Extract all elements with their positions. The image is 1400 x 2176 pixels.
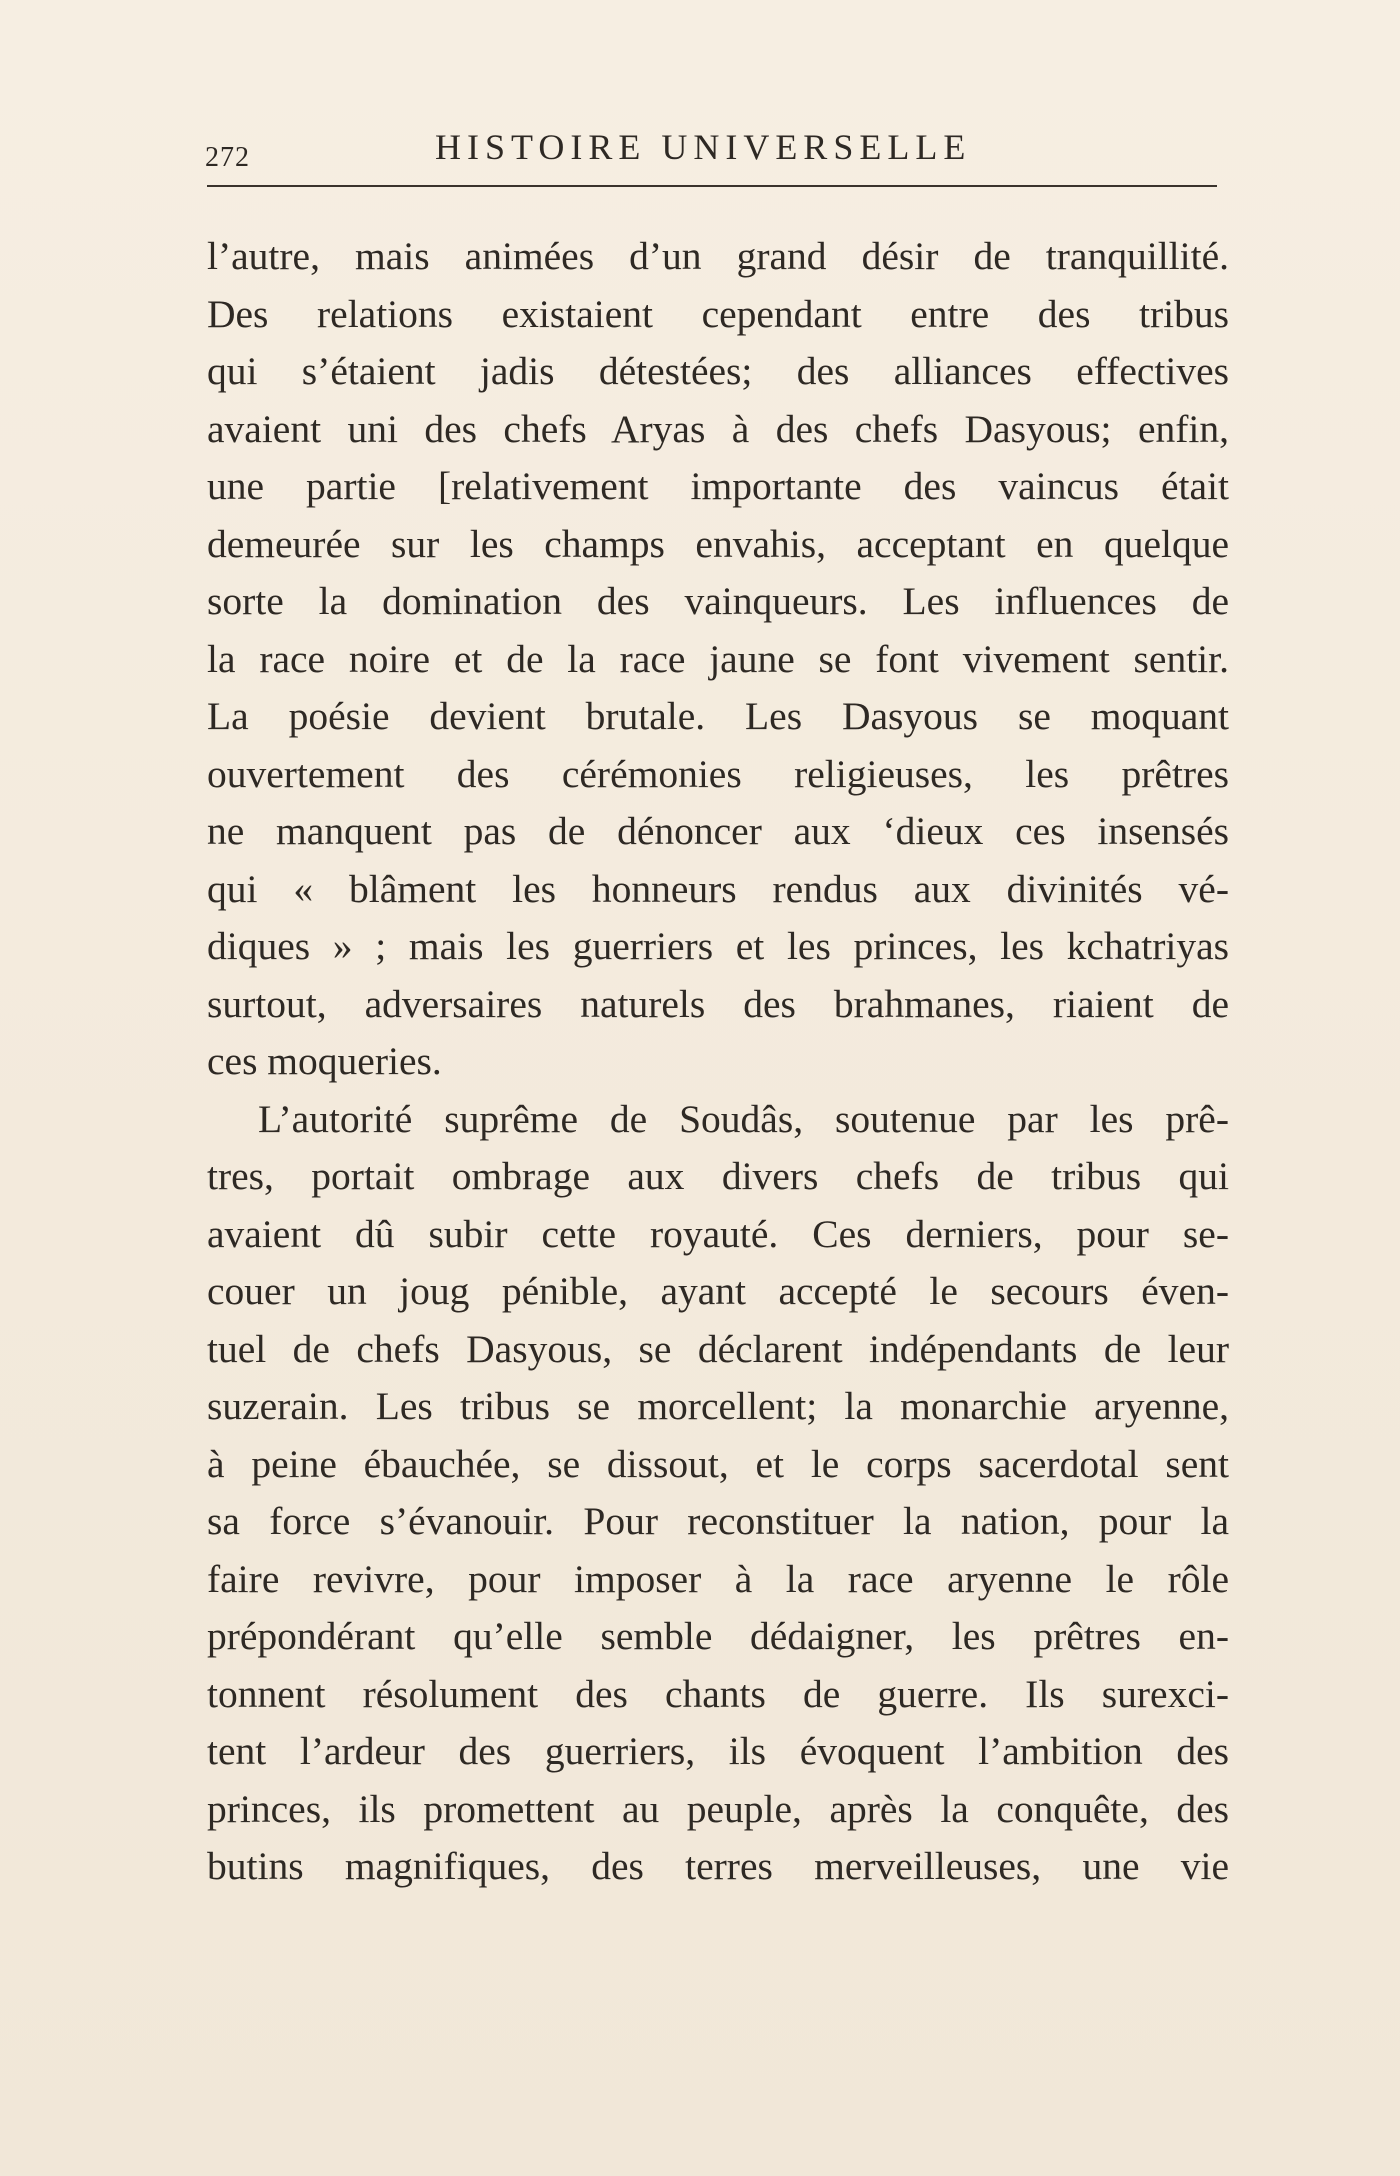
text-line: diques » ; mais les guerriers et les princes, les kchatriyas [207, 924, 1229, 968]
text-line: à peine ébauchée, se dissout, et le corps sacerdotal sent [207, 1441, 1229, 1486]
text-line: tonnent résolument des chants de guerre. Ils surexci- [207, 1671, 1229, 1716]
text-line: une partie [relativement importante des vaincus était [207, 464, 1229, 508]
text-line: La poésie devient brutale. Les Dasyous se moquant [207, 694, 1229, 738]
text-line: avaient dû subir cette royauté. Ces derniers, pour se- [207, 1211, 1229, 1256]
text-line: faire revivre, pour imposer à la race aryenne le rôle [207, 1556, 1229, 1601]
page-header [205, 120, 1220, 184]
text-line: L’autorité suprême de Soudâs, soutenue par les prê- [258, 1096, 1229, 1141]
text-line: tres, portait ombrage aux divers chefs de tribus qui [207, 1154, 1229, 1198]
text-line: princes, ils promettent au peuple, après la conquête, des [207, 1786, 1229, 1831]
text-line: couer un joug pénible, ayant accepté le secours éven- [207, 1269, 1229, 1313]
text-line: qui « blâment les honneurs rendus aux divinités vé- [207, 866, 1229, 911]
body-text [207, 228, 1229, 1896]
text-line: l’autre, mais animées d’un grand désir de tranquillité. [207, 234, 1229, 278]
text-line: ne manquent pas de dénoncer aux ‘dieux ces insensés [207, 809, 1229, 853]
text-line: Des relations existaient cependant entre des tribus [207, 291, 1229, 336]
text-line: tuel de chefs Dasyous, se déclarent indépendants de leur [207, 1326, 1229, 1371]
text-line: butins magnifiques, des terres merveilleuses, une vie [207, 1844, 1229, 1888]
text-line: ouvertement des cérémonies religieuses, les prêtres [207, 751, 1229, 796]
text-line: demeurée sur les champs envahis, acceptant en quelque [207, 521, 1229, 566]
running-title: HISTOIRE UNIVERSELLE [435, 127, 972, 167]
text-line: avaient uni des chefs Aryas à des chefs Dasyous; enfin, [207, 406, 1229, 451]
text-line: surtout, adversaires naturels des brahmanes, riaient de [207, 981, 1229, 1026]
text-line: sa force s’évanouir. Pour reconstituer la nation, pour la [207, 1499, 1229, 1543]
text-line: suzerain. Les tribus se morcellent; la monarchie aryenne, [207, 1384, 1229, 1428]
text-line: prépondérant qu’elle semble dédaigner, les prêtres en- [207, 1614, 1229, 1658]
text-line: sorte la domination des vainqueurs. Les influences de [207, 579, 1229, 623]
text-line: la race noire et de la race jaune se font vivement sentir. [207, 636, 1229, 681]
paragraph-1 [207, 228, 1229, 1091]
page-number: 272 [205, 142, 250, 173]
text-line: ces moqueries. [207, 1039, 442, 1083]
header-rule [207, 185, 1217, 187]
text-line: qui s’étaient jadis détestées; des alliances effectives [207, 349, 1229, 393]
text-line: tent l’ardeur des guerriers, ils évoquent l’ambition des [207, 1729, 1229, 1773]
paragraph-2 [207, 1091, 1229, 1896]
